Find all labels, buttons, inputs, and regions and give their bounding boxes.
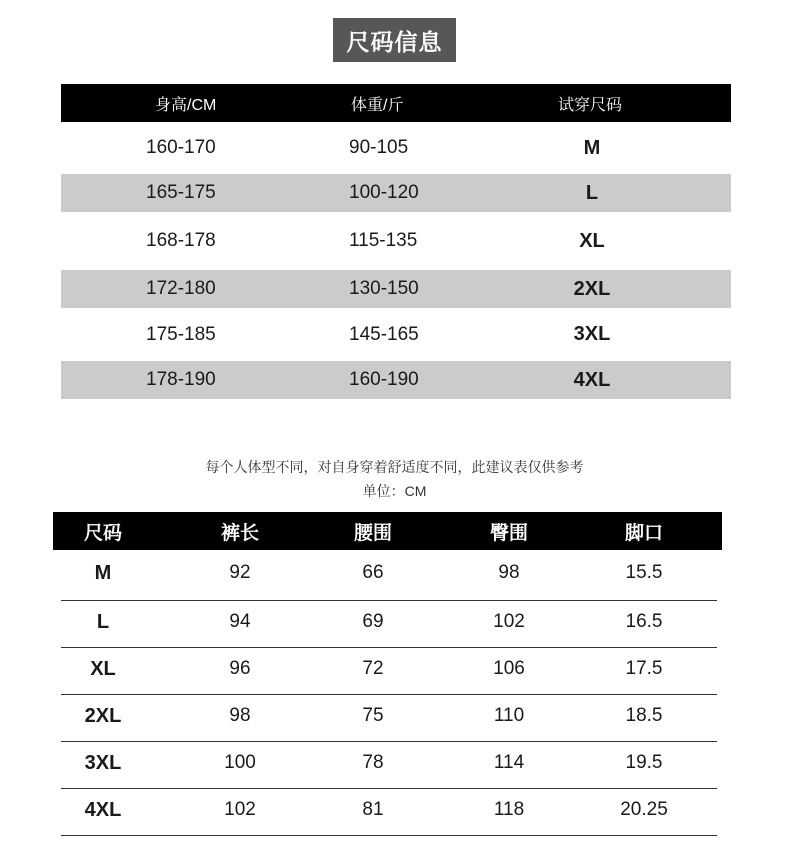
disclaimer-text: 每个人体型不同，对自身穿着舒适度不同，此建议表仅供参考	[205, 459, 584, 475]
waist-cell: 66	[362, 562, 384, 583]
table-row	[61, 122, 731, 174]
size-cell: 4XL	[573, 368, 611, 391]
unit-text: 单位：CM	[362, 483, 427, 499]
waist-cell: 69	[362, 611, 384, 632]
size-cell: M	[583, 136, 601, 159]
table-header	[61, 84, 731, 122]
header-weight: 体重/斤	[351, 96, 404, 114]
header-waist: 腰围	[353, 522, 392, 544]
header-size: 尺码	[83, 522, 122, 544]
weight-cell: 130-150	[349, 278, 419, 299]
hem-cell: 18.5	[625, 705, 663, 726]
height-weight-size-table	[61, 84, 731, 399]
waist-cell: 72	[362, 658, 384, 679]
hip-cell: 114	[493, 752, 525, 773]
hem-cell: 19.5	[625, 752, 663, 773]
table-row	[61, 742, 717, 789]
table-row	[61, 270, 731, 308]
table-header	[53, 512, 722, 550]
weight-cell: 90-105	[349, 137, 409, 158]
size-cell: 4XL	[84, 798, 122, 821]
hem-cell: 15.5	[625, 562, 663, 583]
hip-cell: 118	[493, 799, 525, 820]
size-cell: 3XL	[84, 751, 122, 774]
table-row	[61, 789, 717, 836]
table-row	[61, 550, 717, 601]
length-cell: 94	[229, 611, 251, 632]
size-cell: 2XL	[84, 704, 122, 727]
hip-cell: 106	[493, 658, 525, 679]
hip-cell: 102	[493, 611, 525, 632]
size-cell: L	[96, 610, 110, 633]
length-cell: 98	[229, 705, 251, 726]
height-cell: 160-170	[146, 137, 216, 158]
weight-cell: 145-165	[349, 323, 419, 345]
height-cell: 165-175	[146, 182, 216, 203]
table-row	[61, 695, 717, 742]
weight-cell: 115-135	[349, 230, 418, 251]
length-cell: 102	[224, 799, 256, 820]
size-cell: L	[585, 181, 599, 204]
table-row	[61, 601, 717, 648]
weight-cell: 160-190	[349, 369, 419, 390]
header-hip: 臀围	[489, 522, 528, 544]
height-cell: 178-190	[146, 369, 216, 390]
measurement-table	[53, 512, 722, 836]
header-hem: 脚口	[624, 522, 663, 544]
table-row	[61, 212, 731, 270]
table-row	[61, 648, 717, 695]
size-cell: XL	[90, 657, 116, 680]
hem-cell: 16.5	[625, 611, 663, 632]
table-row	[61, 174, 731, 212]
height-cell: 168-178	[146, 230, 216, 251]
hem-cell: 20.25	[620, 799, 668, 820]
waist-cell: 78	[362, 752, 384, 773]
header-height: 身高/CM	[155, 96, 217, 114]
hip-cell: 110	[493, 705, 525, 726]
header-length: 裤长	[220, 522, 259, 544]
page-title: 尺码信息	[333, 18, 456, 62]
length-cell: 96	[229, 658, 251, 679]
waist-cell: 81	[362, 799, 384, 820]
length-cell: 100	[224, 752, 256, 773]
size-cell: XL	[579, 229, 605, 252]
height-cell: 175-185	[146, 323, 216, 345]
size-cell: 3XL	[573, 323, 611, 345]
table-row	[61, 308, 731, 361]
header-size: 试穿尺码	[558, 96, 623, 114]
hip-cell: 98	[498, 562, 520, 583]
hem-cell: 17.5	[625, 658, 663, 679]
length-cell: 92	[229, 562, 251, 583]
weight-cell: 100-120	[349, 182, 419, 203]
size-cell: M	[94, 561, 112, 584]
waist-cell: 75	[362, 705, 384, 726]
table-row	[61, 361, 731, 399]
size-cell: 2XL	[573, 277, 611, 300]
height-cell: 172-180	[146, 278, 216, 299]
